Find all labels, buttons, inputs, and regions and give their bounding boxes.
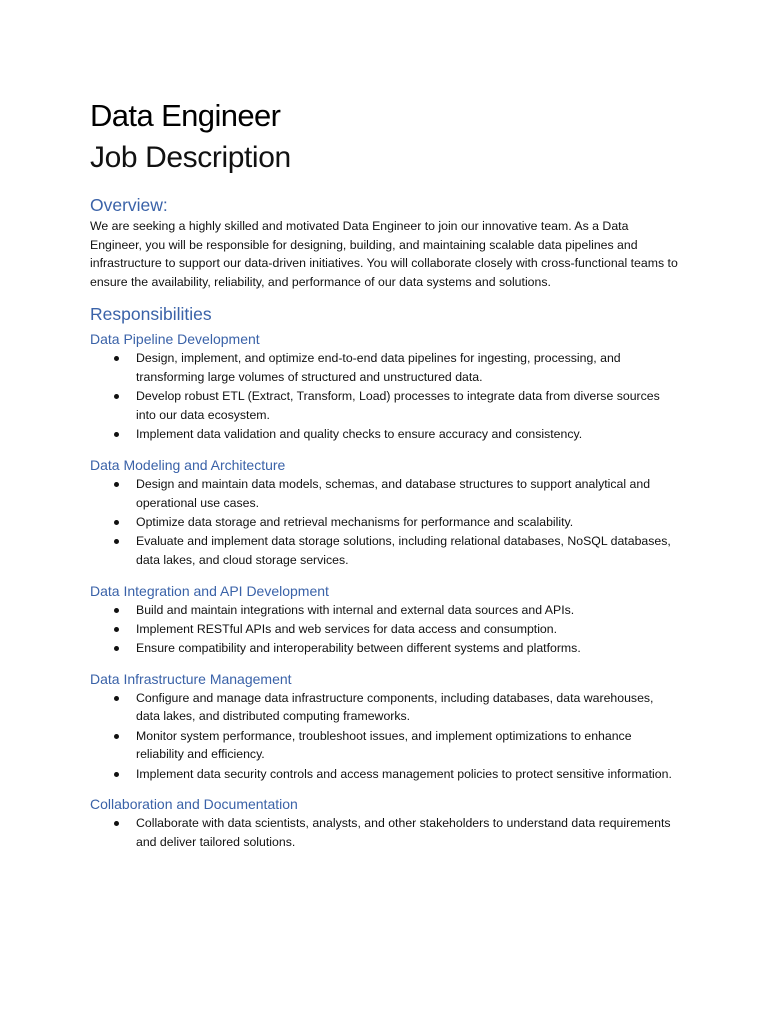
bullet-icon <box>114 482 119 487</box>
section-title: Data Integration and API Development <box>90 582 329 599</box>
list-item <box>90 601 680 620</box>
bullet-icon <box>114 696 119 701</box>
bullet-list <box>90 814 680 851</box>
overview-heading: Overview: <box>90 195 168 215</box>
bullet-icon <box>114 539 119 544</box>
list-item-text: Ensure compatibility and interoperability between different systems and platforms. <box>136 641 581 656</box>
section-title: Data Modeling and Architecture <box>90 456 286 473</box>
list-item <box>90 387 680 424</box>
list-item-text: Implement data security controls and access management policies to protect sensitive information. <box>136 766 672 781</box>
bullet-icon <box>114 821 119 826</box>
responsibilities-sections <box>90 329 680 851</box>
list-item-text: Configure and manage data infrastructure components, including databases, data warehouses, data lakes, and distributed computing frameworks. <box>136 690 654 724</box>
list-item-text: Monitor system performance, troubleshoot issues, and implement optimizations to enhance reliability and efficiency. <box>136 728 632 762</box>
list-item-text: Optimize data storage and retrieval mechanisms for performance and scalability. <box>136 514 574 529</box>
section-data-modeling-and-architecture <box>90 455 680 570</box>
bullet-icon <box>114 772 119 777</box>
document-subtitle: Job Description <box>90 141 291 174</box>
list-item <box>90 349 680 386</box>
list-item <box>90 689 680 726</box>
list-item-text: Implement data validation and quality checks to ensure accuracy and consistency. <box>136 427 583 442</box>
section-data-integration-and-api-development <box>90 581 680 658</box>
bullet-icon <box>114 608 119 613</box>
list-item-text: Design and maintain data models, schemas, and database structures to support analytical and operational use cases. <box>136 476 651 510</box>
bullet-icon <box>114 432 119 437</box>
bullet-icon <box>114 734 119 739</box>
list-item <box>90 620 680 639</box>
list-item <box>90 727 680 764</box>
document-title: Data Engineer <box>90 98 281 133</box>
section-data-infrastructure-management <box>90 669 680 784</box>
bullet-icon <box>114 356 119 361</box>
bullet-icon <box>114 394 119 399</box>
section-title: Collaboration and Documentation <box>90 796 298 813</box>
bullet-list <box>90 475 680 570</box>
section-data-pipeline-development <box>90 329 680 444</box>
list-item <box>90 532 680 569</box>
bullet-list <box>90 601 680 658</box>
section-title: Data Pipeline Development <box>90 331 260 348</box>
document-page <box>90 96 680 852</box>
bullet-icon <box>114 627 119 632</box>
list-item-text: Design, implement, and optimize end-to-end data pipelines for ingesting, processing, and transforming large volumes of structured and unstructured data. <box>136 351 621 384</box>
bullet-icon <box>114 646 119 651</box>
list-item <box>90 814 680 851</box>
list-item <box>90 513 680 532</box>
list-item-text: Collaborate with data scientists, analysts, and other stakeholders to understand data requirements and deliver tailored solutions. <box>136 816 671 850</box>
list-item <box>90 475 680 512</box>
section-title: Data Infrastructure Management <box>90 670 292 687</box>
list-item-text: Implement RESTful APIs and web services for data access and consumption. <box>136 621 558 636</box>
list-item-text: Build and maintain integrations with internal and external data sources and APIs. <box>136 602 575 617</box>
section-collaboration-and-documentation <box>90 794 680 851</box>
list-item-text: Develop robust ETL (Extract, Transform, Load) processes to integrate data from diverse sources into our data ecosystem. <box>136 389 660 422</box>
bullet-list <box>90 349 680 444</box>
list-item-text: Evaluate and implement data storage solutions, including relational databases, NoSQL databases, data lakes, and cloud storage services. <box>136 534 671 567</box>
responsibilities-heading: Responsibilities <box>90 304 212 325</box>
bullet-list <box>90 689 680 784</box>
list-item <box>90 425 680 444</box>
list-item <box>90 765 680 784</box>
overview-paragraph: We are seeking a highly skilled and motivated Data Engineer to join our innovative team. As a Data Engineer, you will be responsible for designing, building, and maintaining scalable data pipelines and infrastructure to support our data-driven initiatives. You will collaborate closely with cross-functional teams to ensure the availability, reliability, and performance of our data systems and solutions. <box>90 219 678 289</box>
list-item <box>90 639 680 658</box>
bullet-icon <box>114 520 119 525</box>
